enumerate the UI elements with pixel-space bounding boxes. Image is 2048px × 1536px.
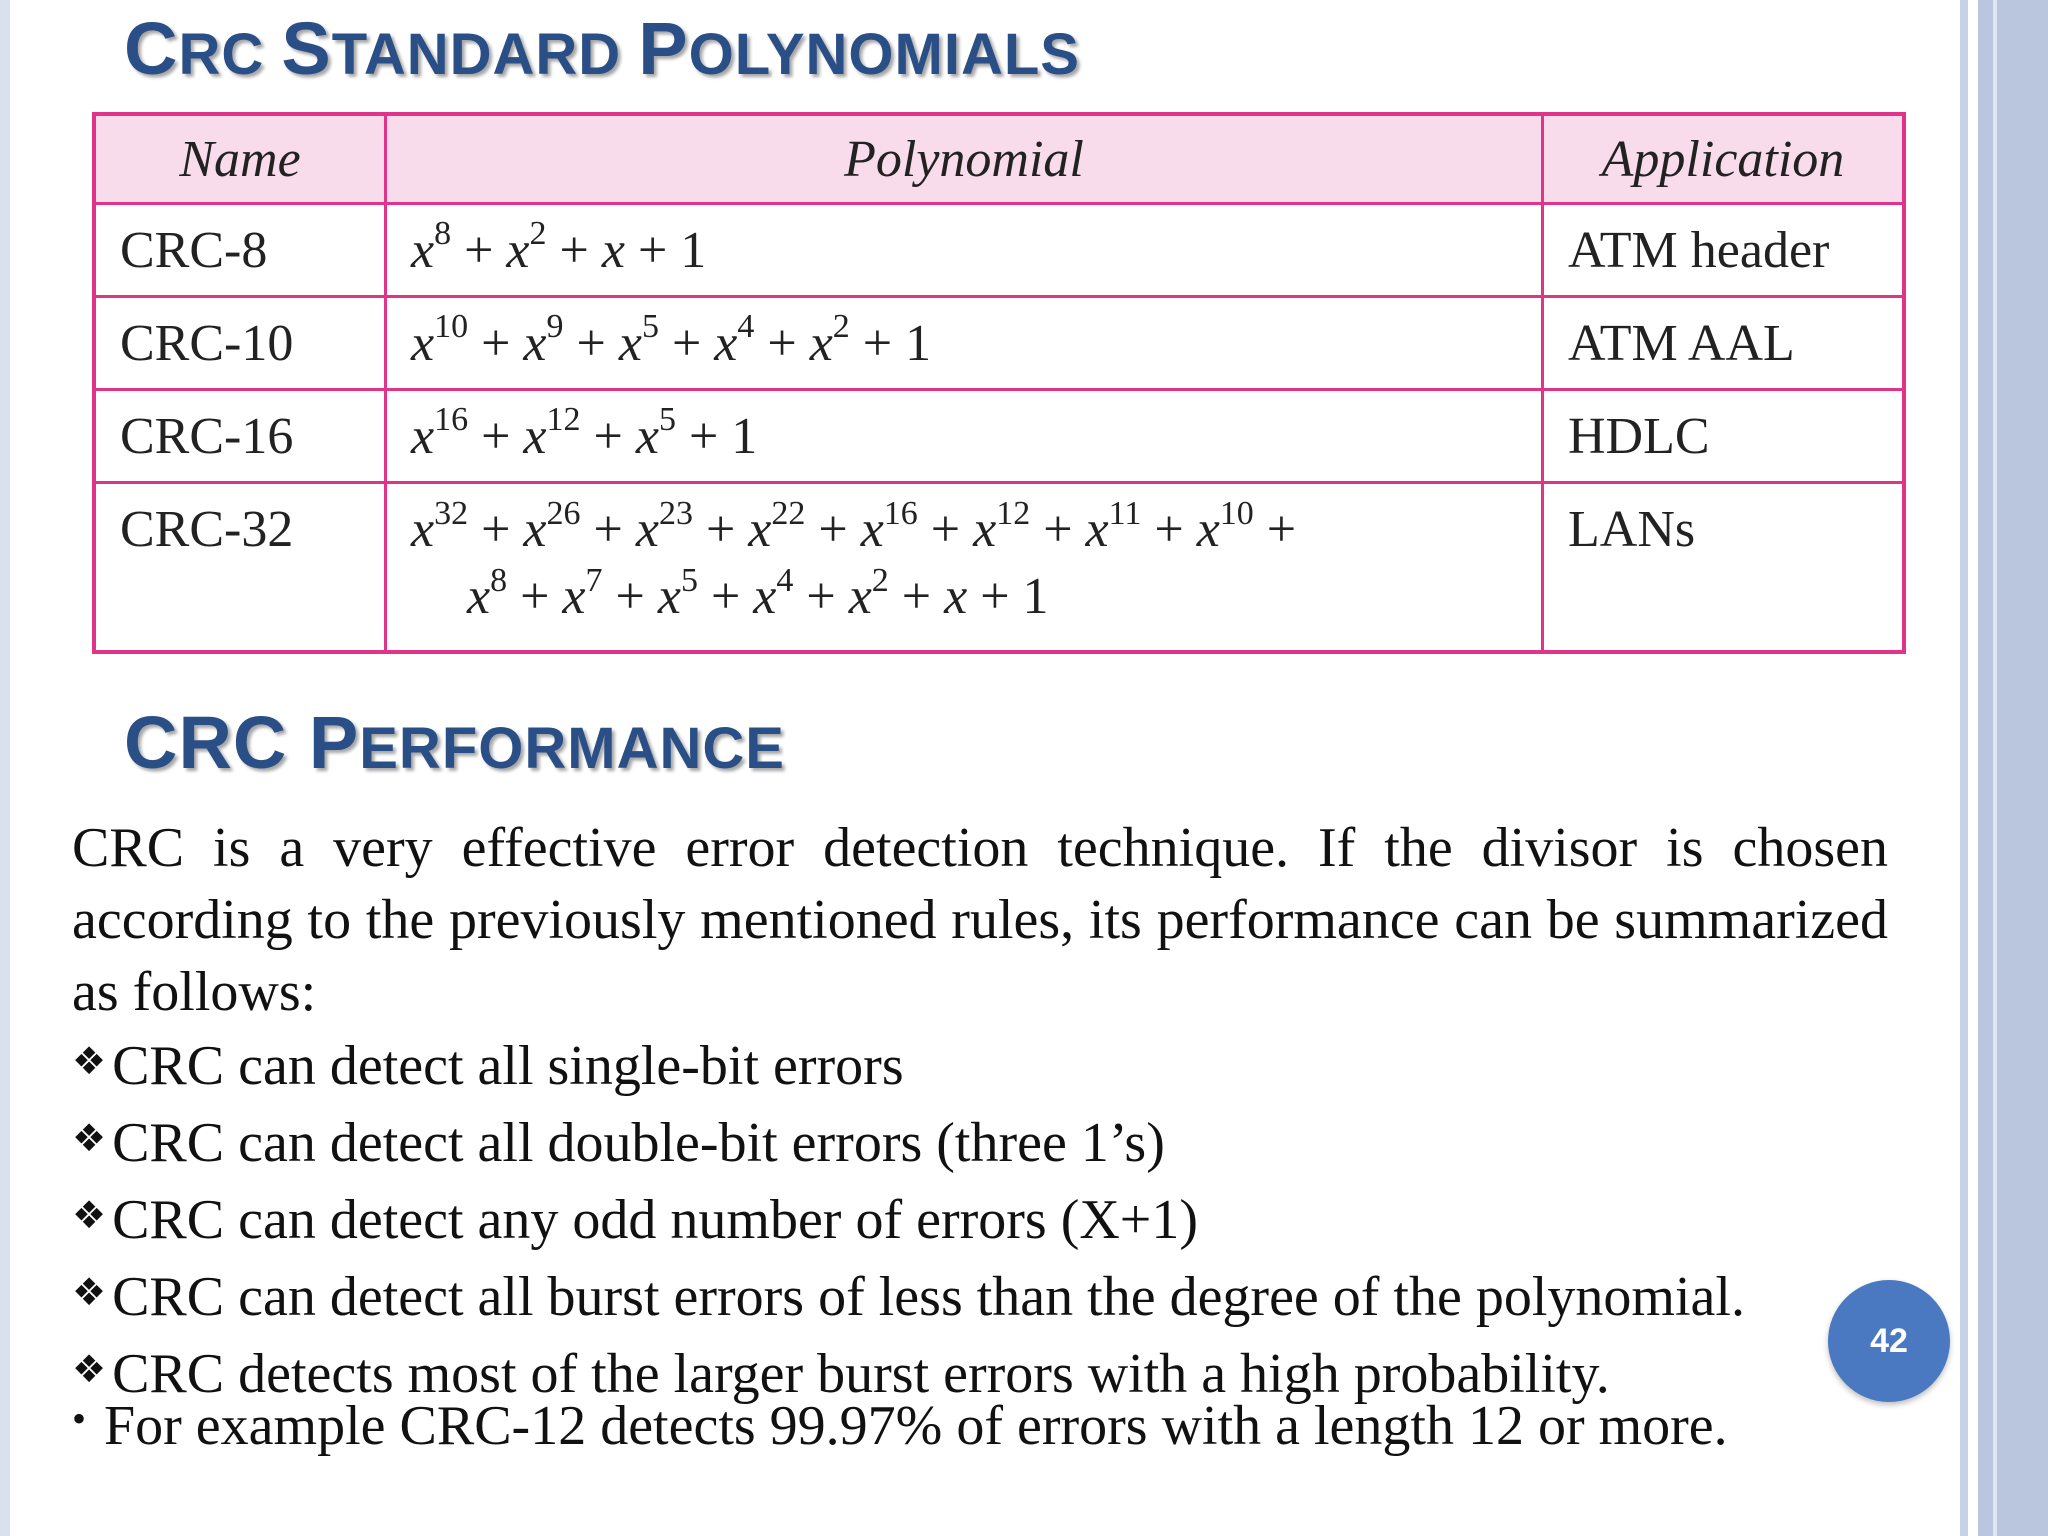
term-base: x bbox=[848, 568, 872, 625]
right-border-stripe bbox=[1960, 0, 1968, 1536]
polynomial-term bbox=[411, 494, 524, 558]
term-operator: + bbox=[675, 407, 732, 465]
term-base: x bbox=[753, 568, 777, 625]
cell-application: LANs bbox=[1543, 483, 1905, 653]
polynomial-term bbox=[411, 308, 524, 372]
cell-polynomial bbox=[386, 390, 1543, 483]
slide-title-standard-polynomials: CRC STANDARD POLYNOMIALS bbox=[124, 7, 1080, 90]
term-operator: + bbox=[1030, 501, 1086, 558]
polynomial-term bbox=[523, 494, 636, 558]
term-operator: + bbox=[602, 568, 658, 625]
term-operator: + bbox=[849, 314, 906, 372]
cell-application: ATM AAL bbox=[1543, 297, 1905, 390]
term-operator: + bbox=[546, 221, 602, 279]
table-header-row bbox=[94, 114, 1904, 204]
polynomial-term bbox=[523, 308, 619, 372]
term-base: 1 bbox=[680, 221, 707, 279]
term-operator: + bbox=[967, 568, 1023, 625]
term-base: x bbox=[523, 501, 547, 558]
term-base: x bbox=[601, 221, 625, 279]
term-operator: + bbox=[793, 568, 849, 625]
term-exponent: 2 bbox=[529, 215, 547, 253]
term-exponent: 12 bbox=[996, 494, 1031, 532]
term-base: x bbox=[809, 314, 833, 372]
term-exponent: 4 bbox=[776, 561, 794, 599]
bullet-dot-icon: • bbox=[72, 1396, 87, 1441]
polynomial-term bbox=[618, 308, 715, 372]
polynomial-line bbox=[411, 494, 1517, 559]
polynomial-term bbox=[731, 408, 757, 465]
term-base: 1 bbox=[905, 314, 932, 372]
term-operator: + bbox=[580, 407, 636, 465]
term-exponent: 5 bbox=[680, 561, 698, 599]
term-exponent: 12 bbox=[546, 401, 581, 439]
bullet-text: CRC can detect all double-bit errors (three 1’s) bbox=[112, 1112, 1165, 1174]
term-exponent: 16 bbox=[883, 494, 918, 532]
table-row bbox=[94, 204, 1904, 297]
term-base: x bbox=[618, 314, 642, 372]
cell-name: CRC-16 bbox=[94, 390, 386, 483]
list-item bbox=[72, 1107, 1745, 1184]
term-base: x bbox=[1196, 501, 1220, 558]
term-base: x bbox=[411, 314, 435, 372]
bullet-text: CRC can detect all burst errors of less than the degree of the polynomial. bbox=[112, 1266, 1745, 1328]
polynomial-term bbox=[680, 222, 706, 279]
term-exponent: 2 bbox=[832, 308, 850, 346]
list-item bbox=[72, 1184, 1745, 1261]
term-exponent: 26 bbox=[546, 494, 581, 532]
term-operator: + bbox=[1253, 501, 1297, 558]
polynomial-term bbox=[809, 308, 906, 372]
header-application: Application bbox=[1543, 114, 1905, 204]
term-operator: + bbox=[1141, 501, 1197, 558]
term-base: x bbox=[411, 407, 435, 465]
cell-polynomial bbox=[386, 204, 1543, 297]
cell-name: CRC-32 bbox=[94, 483, 386, 653]
term-base: x bbox=[523, 314, 547, 372]
term-exponent: 7 bbox=[585, 561, 603, 599]
term-operator: + bbox=[754, 314, 810, 372]
term-operator: + bbox=[580, 501, 636, 558]
term-base: x bbox=[411, 221, 435, 279]
term-base: x bbox=[944, 568, 968, 625]
term-base: x bbox=[635, 407, 659, 465]
term-operator: + bbox=[917, 501, 974, 558]
polynomial-line-continued bbox=[411, 561, 1517, 626]
bullet-text: CRC detects most of the larger burst errors with a high probability. bbox=[112, 1343, 1610, 1405]
term-base: x bbox=[657, 568, 681, 625]
term-base: x bbox=[506, 221, 530, 279]
term-operator: + bbox=[624, 221, 681, 279]
polynomial-term bbox=[1085, 494, 1197, 558]
term-exponent: 10 bbox=[434, 308, 469, 346]
cell-name: CRC-8 bbox=[94, 204, 386, 297]
term-base: x bbox=[523, 407, 547, 465]
term-exponent: 10 bbox=[1219, 494, 1254, 532]
polynomial-term bbox=[944, 568, 1022, 625]
term-base: x bbox=[562, 568, 586, 625]
performance-bullet-list bbox=[72, 1030, 1745, 1415]
polynomial-term bbox=[467, 561, 563, 625]
bullet-text: CRC can detect all single-bit errors bbox=[112, 1035, 904, 1097]
term-operator: + bbox=[507, 568, 563, 625]
term-base: x bbox=[635, 501, 659, 558]
term-exponent: 9 bbox=[546, 308, 564, 346]
bullet-text: CRC can detect any odd number of errors (X+1) bbox=[112, 1189, 1199, 1251]
polynomial-line bbox=[411, 308, 1517, 373]
polynomial-term bbox=[506, 215, 602, 279]
polynomial-term bbox=[860, 494, 974, 558]
polynomial-term bbox=[973, 494, 1086, 558]
term-operator: + bbox=[692, 501, 749, 558]
term-base: x bbox=[1085, 501, 1109, 558]
polynomial-term bbox=[748, 494, 861, 558]
diamond-bullet-icon: ❖ bbox=[72, 1270, 107, 1314]
cell-polynomial bbox=[386, 297, 1543, 390]
diamond-bullet-icon: ❖ bbox=[72, 1347, 107, 1391]
term-base: x bbox=[411, 501, 435, 558]
term-operator: + bbox=[805, 501, 861, 558]
cell-name: CRC-10 bbox=[94, 297, 386, 390]
term-base: x bbox=[973, 501, 997, 558]
diamond-bullet-icon: ❖ bbox=[72, 1193, 107, 1237]
crc-polynomial-table bbox=[92, 112, 1906, 654]
term-base: 1 bbox=[731, 407, 758, 465]
intro-paragraph: CRC is a very effective error detection technique. If the divisor is chosen according to the previously mentioned rules, its performance can be summarized as follows: bbox=[72, 817, 1888, 1023]
table-row bbox=[94, 390, 1904, 483]
polynomial-line bbox=[411, 215, 1517, 280]
polynomial-term bbox=[1196, 494, 1297, 558]
polynomial-term bbox=[411, 401, 524, 465]
polynomial-term bbox=[411, 215, 507, 279]
term-exponent: 23 bbox=[658, 494, 693, 532]
polynomial-term bbox=[635, 494, 749, 558]
term-base: x bbox=[748, 501, 772, 558]
left-border-stripe bbox=[0, 0, 10, 1536]
term-base: x bbox=[467, 568, 491, 625]
term-exponent: 32 bbox=[434, 494, 469, 532]
list-item bbox=[72, 1261, 1745, 1338]
polynomial-term bbox=[523, 401, 636, 465]
right-border-highlight bbox=[1993, 0, 1997, 1536]
term-exponent: 22 bbox=[771, 494, 806, 532]
list-item bbox=[72, 1030, 1745, 1107]
term-operator: + bbox=[658, 314, 715, 372]
polynomial-term bbox=[1023, 568, 1049, 625]
term-base: 1 bbox=[1022, 568, 1049, 625]
term-operator: + bbox=[468, 314, 524, 372]
term-operator: + bbox=[888, 568, 945, 625]
polynomial-term bbox=[753, 561, 849, 625]
term-exponent: 8 bbox=[434, 215, 452, 253]
diamond-bullet-icon: ❖ bbox=[72, 1039, 107, 1083]
term-exponent: 5 bbox=[641, 308, 659, 346]
term-operator: + bbox=[468, 407, 524, 465]
term-base: x bbox=[860, 501, 884, 558]
term-exponent: 2 bbox=[871, 561, 889, 599]
header-polynomial: Polynomial bbox=[386, 114, 1543, 204]
example-text: For example CRC-12 detects 99.97% of errors with a length 12 or more. bbox=[104, 1395, 1728, 1457]
polynomial-line bbox=[411, 401, 1517, 466]
cell-application: HDLC bbox=[1543, 390, 1905, 483]
polynomial-term bbox=[905, 315, 931, 372]
term-exponent: 8 bbox=[490, 561, 508, 599]
slide-title-performance: CRC PERFORMANCE bbox=[124, 701, 785, 784]
right-border-band bbox=[1978, 0, 2048, 1536]
polynomial-term bbox=[848, 561, 945, 625]
polynomial-term bbox=[657, 561, 754, 625]
term-operator: + bbox=[451, 221, 507, 279]
table-row bbox=[94, 297, 1904, 390]
cell-polynomial bbox=[386, 483, 1543, 653]
header-name: Name bbox=[94, 114, 386, 204]
term-exponent: 11 bbox=[1108, 494, 1142, 532]
term-operator: + bbox=[468, 501, 524, 558]
term-operator: + bbox=[697, 568, 754, 625]
cell-application: ATM header bbox=[1543, 204, 1905, 297]
term-operator: + bbox=[563, 314, 619, 372]
term-exponent: 4 bbox=[737, 308, 755, 346]
diamond-bullet-icon: ❖ bbox=[72, 1116, 107, 1160]
page-number-badge: 42 bbox=[1828, 1280, 1950, 1402]
term-base: x bbox=[714, 314, 738, 372]
polynomial-term bbox=[602, 222, 680, 279]
table-row bbox=[94, 483, 1904, 653]
polynomial-term bbox=[562, 561, 658, 625]
polynomial-term bbox=[714, 308, 810, 372]
term-exponent: 16 bbox=[434, 401, 469, 439]
polynomial-term bbox=[635, 401, 732, 465]
example-item bbox=[72, 1390, 1728, 1467]
term-exponent: 5 bbox=[658, 401, 676, 439]
